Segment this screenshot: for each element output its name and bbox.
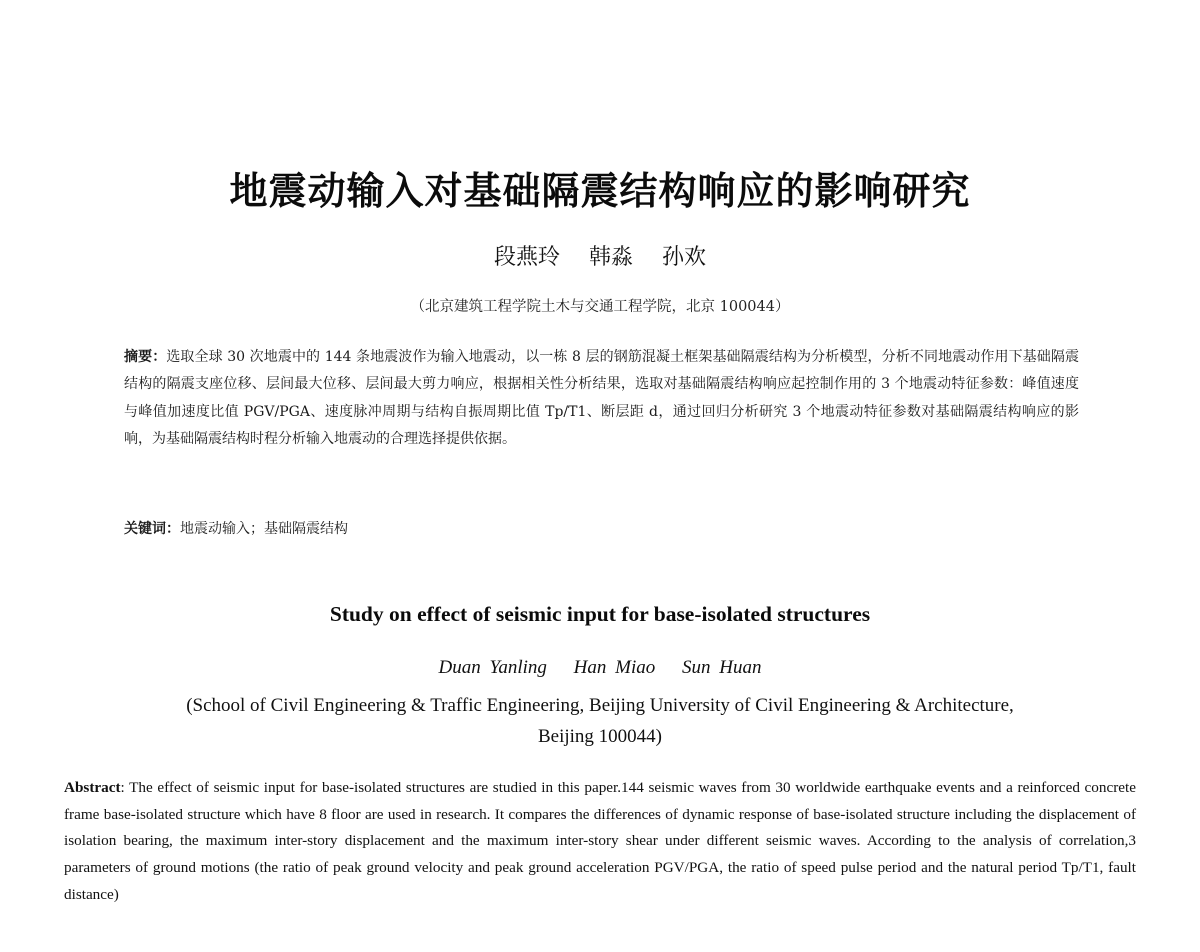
- english-affiliation: [90, 690, 1110, 752]
- chinese-abstract-label: 摘要：: [124, 349, 167, 365]
- english-affiliation-line: Beijing 100044): [537, 726, 663, 747]
- chinese-abstract-text: 选取全球 30 次地震中的 144 条地震波作为输入地震动，以一栋 8 层的钢筋混凝土框架基础隔震结构为分析模型，分析不同地震动作用下基础隔震结构的隔震支座位移、层间最大位移、层间最大剪力响应，根据相关性分析结果，选取对基础隔震结构响应起控制作用的 3 个地震动特征参数：峰值速度与峰值加速度比值 PGV/PGA、速度脉冲周期与结构自振周期比值 Tp/T1、断层距 d，通过回归分析研究 3 个地震动特征参数对基础隔震结构响应的影响，为基础隔震结构时程分析输入地震动的合理选择提供依据。: [124, 349, 1079, 447]
- chinese-author: 段燕玲: [493, 245, 560, 270]
- chinese-author: 韩淼: [588, 245, 633, 270]
- chinese-authors: [0, 240, 1200, 271]
- english-abstract: [64, 775, 1136, 909]
- english-author: Duan Yanling: [438, 657, 547, 678]
- english-abstract-text: : The effect of seismic input for base-isolated structures are studied in this paper.144 seismic waves from 30 worldwide earthquake events and a reinforced concrete frame base-isolated structure which have 8 floor are used in research. It compares the differences of dynamic response of base-isolated structure including the displacement of isolation bearing, the maximum inter-story displacement and the maximum inter-story shear under different seismic waves. According to the analysis of correlation,3 parameters of ground motions (the ratio of peak ground velocity and peak ground acceleration PGV/PGA, the ratio of speed pulse period and the natural period Tp/T1, fault distance): [64, 779, 1136, 903]
- english-author: Sun Huan: [681, 657, 762, 678]
- chinese-title: 地震动输入对基础隔震结构响应的影响研究: [229, 169, 971, 213]
- chinese-abstract: [124, 344, 1079, 453]
- english-title: Study on effect of seismic input for base-isolated structures: [329, 602, 871, 626]
- chinese-keywords: [124, 518, 1079, 538]
- chinese-affiliation: （北京建筑工程学院土木与交通工程学院，北京 100044）: [410, 299, 790, 315]
- english-authors: [0, 657, 1200, 679]
- english-abstract-label: Abstract: [64, 779, 121, 796]
- chinese-keywords-text: 地震动输入；基础隔震结构: [180, 521, 348, 537]
- chinese-keywords-label: 关键词：: [124, 521, 180, 537]
- english-author: Han Miao: [573, 657, 656, 678]
- chinese-author: 孙欢: [662, 245, 707, 270]
- english-affiliation-line: (School of Civil Engineering & Traffic Engineering, Beijing University of Civil Engineering & Architecture,: [186, 695, 1014, 716]
